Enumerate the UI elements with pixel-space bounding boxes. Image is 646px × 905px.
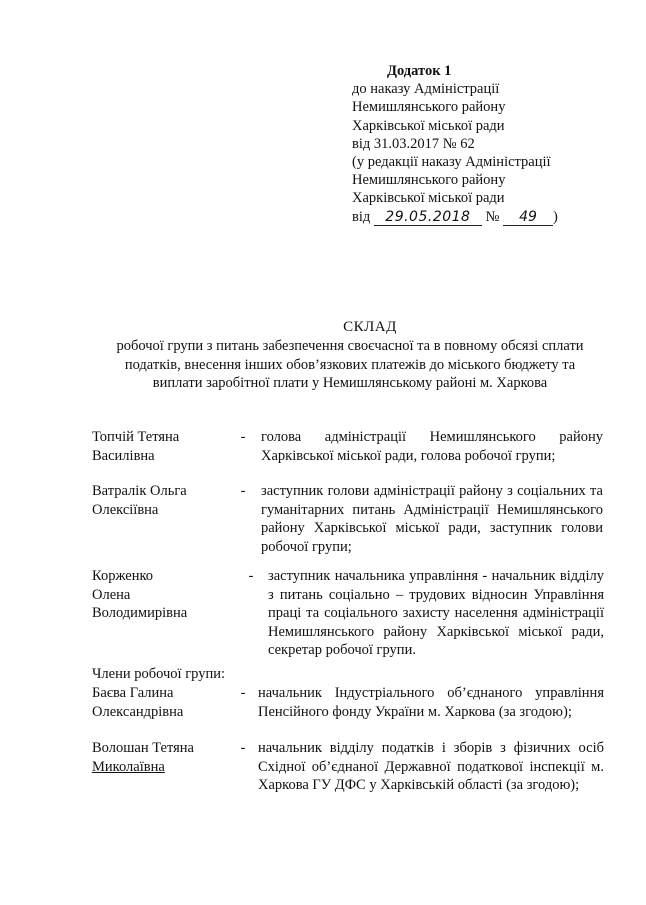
member-name-line: Миколаївна (92, 758, 165, 775)
member-description: начальник Індустріального об’єднаного управління Пенсійного фонду України м. Харкова (за згодою); (258, 685, 604, 720)
appendix-line: до наказу Адміністрації (352, 81, 500, 98)
member-description: голова адміністрації Немишлянського району Харківської міської ради, голова робочої групи; (261, 429, 603, 464)
number-sign: № (485, 208, 500, 225)
member-name-line: Ватралік Ольга (92, 483, 187, 499)
appendix-line: Немишлянського району (352, 99, 506, 116)
member-name-line: Баєва Галина (92, 685, 174, 701)
member-dash: - (240, 740, 246, 756)
member-description: заступник начальника управління - начальник відділу з питань соціально – трудових відносин Управління праці та соціального захисту населення адміністрації Немишлянського району Харківської міської ради, секретар робочої групи. (268, 568, 604, 659)
member-name-line: Олександрівна (92, 703, 184, 720)
document-title-block (90, 318, 610, 393)
member-name-line: Олена (92, 586, 131, 603)
appendix-line: Харківської міської ради (352, 190, 505, 207)
title-line: податків, внесення інших обов’язкових платежів до міського бюджету та (124, 356, 576, 373)
member-name-line: Володимирівна (92, 605, 188, 622)
members-label: Члени робочої групи: (92, 666, 225, 682)
date-prefix: від (352, 208, 371, 225)
member-name (92, 739, 234, 776)
appendix-line: (у редакції наказу Адміністрації (352, 154, 551, 171)
member-description: начальник відділу податків і зборів з фізичних осіб Східної об’єднаної Державної податкової інспекції м. Харкова ГУ ДФС у Харківській області (за згодою); (258, 740, 604, 794)
appendix-line: від 31.03.2017 № 62 (352, 135, 475, 152)
appendix-date-line (352, 208, 632, 226)
appendix-heading: Додаток 1 (387, 63, 452, 79)
member-name (92, 684, 234, 721)
member-name-line: Олексіївна (92, 501, 159, 518)
appendix-block (352, 62, 632, 226)
member-dash: - (248, 568, 254, 584)
document-title: СКЛАД (343, 319, 397, 335)
member-name-line: Василівна (92, 447, 155, 464)
member-name-line: Волошан Тетяна (92, 740, 194, 756)
member-name (92, 428, 234, 465)
member-name (92, 482, 234, 519)
member-dash: - (240, 483, 246, 499)
member-name-line: Топчій Тетяна (92, 429, 180, 445)
title-line: виплати заробітної плати у Немишлянському районі м. Харкова (152, 375, 548, 392)
member-name-line: Корженко (92, 568, 154, 584)
member-dash: - (240, 685, 246, 701)
member-description: заступник голови адміністрації району з соціальних та гуманітарних питань Адміністрації Немишлянського району Харківської міської ради, заступник голови робочої групи; (261, 483, 603, 555)
title-line: робочої групи з питань забезпечення своєчасної та в повному обсязі сплати (116, 338, 584, 355)
handwritten-date: 29.05.2018 (374, 210, 482, 226)
appendix-line: Харківської міської ради (352, 117, 505, 134)
member-name (92, 567, 234, 623)
closing-parenthesis: ) (552, 208, 558, 225)
handwritten-number: 49 (503, 210, 553, 226)
appendix-line: Немишлянського району (352, 172, 506, 189)
member-dash: - (240, 429, 246, 445)
